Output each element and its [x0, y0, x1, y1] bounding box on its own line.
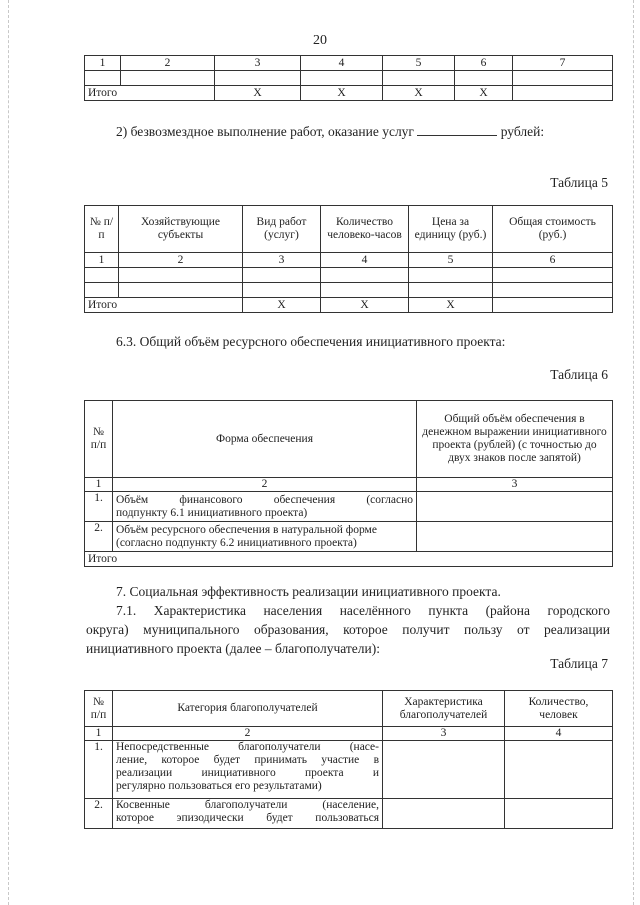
table-6-row — [85, 492, 613, 522]
page-edge-right — [633, 0, 634, 905]
table-5-total-label: Итого — [85, 298, 243, 313]
table-7-row — [85, 741, 613, 799]
table-6-row-num: 2. — [85, 522, 113, 552]
table-5-header-unit-price: Цена за единицу (руб.) — [409, 206, 493, 253]
table-6-row-num: 1. — [85, 492, 113, 522]
table-5-empty-row — [85, 268, 613, 283]
table-top-number-row — [85, 56, 613, 71]
table-6-row-text — [113, 492, 417, 522]
text-line: Непосредственные благополучатели (насе- — [116, 741, 379, 753]
table-6-header-amount: Общий объём обеспечения в денежном выражении инициативного проекта (рублей) (с точностью до двух знаков после запятой) — [417, 401, 613, 478]
table-7-header-characteristic: Характеристика благополучателей — [383, 691, 505, 727]
table-7-col-number: 4 — [505, 727, 613, 741]
text-line: реализации инициативного проекта и — [116, 767, 379, 779]
table-top — [84, 55, 613, 101]
table-7-row-text — [113, 741, 383, 799]
table-top-empty-row — [85, 71, 613, 86]
table-7-label: Таблица 7 — [550, 656, 608, 671]
section-2-suffix: рублей: — [500, 124, 545, 139]
text-line: которое эпизодически будет пользоваться — [116, 812, 379, 824]
text-line: Объём финансового обеспечения (согласно — [116, 493, 413, 506]
table-5-col-number: 2 — [119, 253, 243, 268]
table-6-number-row — [85, 478, 613, 492]
table-7-row-text — [113, 799, 383, 829]
table-top-col-3: 3 — [215, 56, 301, 71]
table-top-col-5: 5 — [383, 56, 455, 71]
x-mark: X — [301, 86, 383, 101]
x-mark: X — [243, 298, 321, 313]
table-6-total-row — [85, 552, 613, 567]
table-7-number-row — [85, 727, 613, 741]
text-line: (согласно подпункту 6.2 инициативного проекта) — [116, 536, 357, 549]
table-5-total-row — [85, 298, 613, 313]
x-mark: X — [409, 298, 493, 313]
table-7-row-num: 2. — [85, 799, 113, 829]
table-top-col-7: 7 — [513, 56, 613, 71]
text-line: регулярно пользоваться его результатами) — [116, 780, 322, 792]
x-mark: X — [455, 86, 513, 101]
text-line: подпункту 6.1 инициативного проекта) — [116, 506, 308, 519]
table-7-row-num: 1. — [85, 741, 113, 799]
text-line: округа) муниципального образования, которое получит пользу от реализации — [86, 622, 610, 637]
table-top-col-4: 4 — [301, 56, 383, 71]
table-5-label: Таблица 5 — [550, 175, 608, 190]
table-5-col-number: 5 — [409, 253, 493, 268]
page-number: 20 — [313, 33, 327, 48]
table-5 — [84, 205, 613, 313]
x-mark: X — [383, 86, 455, 101]
table-top-total-row — [85, 86, 613, 101]
table-5-header-row — [85, 206, 613, 253]
table-7-header-num: № п/п — [85, 691, 113, 727]
table-7-header-row — [85, 691, 613, 727]
table-top-col-2: 2 — [121, 56, 215, 71]
table-6-header-row — [85, 401, 613, 478]
section-2-line — [116, 122, 544, 141]
table-6-label: Таблица 6 — [550, 367, 608, 382]
table-7-col-number: 2 — [113, 727, 383, 741]
amount-blank — [417, 123, 497, 136]
table-top-total-label: Итого — [85, 86, 215, 101]
table-5-header-entities: Хозяйствующие субъекты — [119, 206, 243, 253]
section-7-1-line-2 — [86, 620, 610, 639]
table-top-col-1: 1 — [85, 56, 121, 71]
table-7-col-number: 3 — [383, 727, 505, 741]
table-5-empty-row — [85, 283, 613, 298]
table-5-header-work-type: Вид работ (услуг) — [243, 206, 321, 253]
text-line: Объём ресурсного обеспечения в натуральной форме — [116, 523, 377, 536]
table-6-row-text — [113, 522, 417, 552]
table-6-header-form: Форма обеспечения — [113, 401, 417, 478]
table-7-header-count: Количество, человек — [505, 691, 613, 727]
table-6-row — [85, 522, 613, 552]
table-6 — [84, 400, 613, 567]
table-7 — [84, 690, 613, 829]
table-7-col-number: 1 — [85, 727, 113, 741]
section-7-title: 7. Социальная эффективность реализации инициативного проекта. — [116, 584, 501, 599]
table-7-row — [85, 799, 613, 829]
table-6-col-number: 2 — [113, 478, 417, 492]
section-6-3: 6.3. Общий объём ресурсного обеспечения инициативного проекта: — [116, 334, 506, 349]
section-2-prefix: 2) безвозмездное выполнение работ, оказание услуг — [116, 124, 414, 139]
page-edge-left — [8, 0, 9, 905]
table-top-col-6: 6 — [455, 56, 513, 71]
text-line: 7.1. Характеристика населения населённого пункта (района городского — [116, 603, 610, 618]
table-5-number-row — [85, 253, 613, 268]
table-6-total-label: Итого — [85, 552, 613, 567]
table-6-col-number: 1 — [85, 478, 113, 492]
x-mark: X — [215, 86, 301, 101]
table-5-col-number: 3 — [243, 253, 321, 268]
table-5-col-number: 4 — [321, 253, 409, 268]
x-mark: X — [321, 298, 409, 313]
table-5-col-number: 6 — [493, 253, 613, 268]
table-6-header-num: № п/п — [85, 401, 113, 478]
table-5-header-num: № п/п — [85, 206, 119, 253]
text-line: Косвенные благополучатели (население, — [116, 799, 379, 811]
table-7-header-category: Категория благополучателей — [113, 691, 383, 727]
text-line: ление, которое будет принимать участие в — [116, 754, 379, 766]
table-6-col-number: 3 — [417, 478, 613, 492]
section-7-1-line-3: инициативного проекта (далее – благополучатели): — [86, 641, 380, 656]
table-5-col-number: 1 — [85, 253, 119, 268]
table-5-header-man-hours: Количество человеко-часов — [321, 206, 409, 253]
section-7-1-line-1 — [116, 601, 610, 620]
table-5-header-total-cost: Общая стоимость (руб.) — [493, 206, 613, 253]
